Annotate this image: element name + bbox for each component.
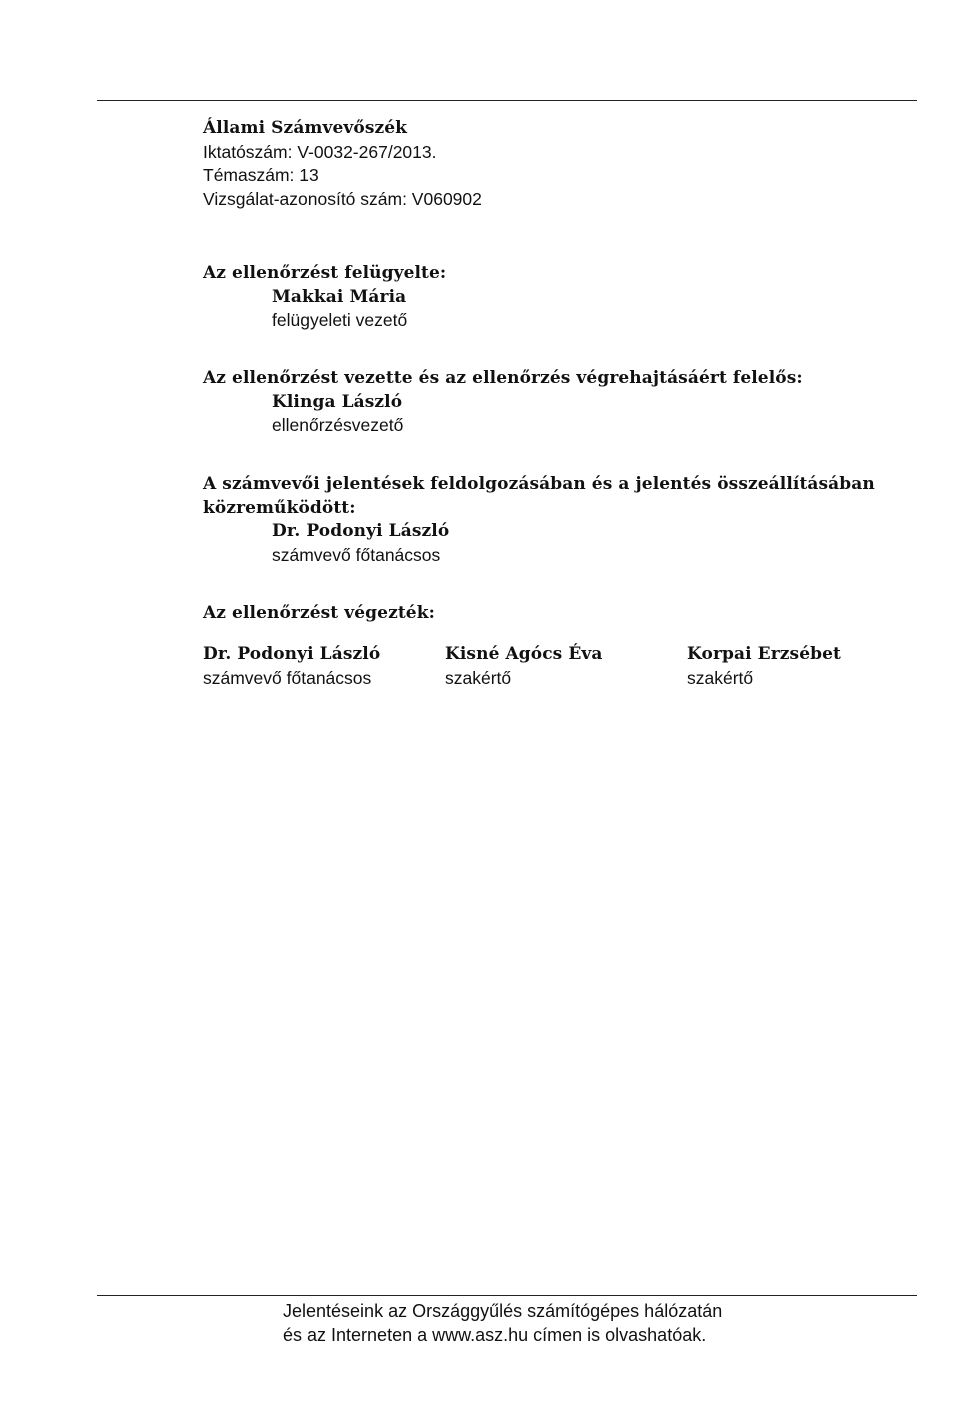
lead-heading: Az ellenőrzést vezette és az ellenőrzés végrehajtásáért felelős: bbox=[203, 368, 803, 388]
lead-name: Klinga László bbox=[272, 391, 403, 412]
footer-note bbox=[283, 1300, 722, 1347]
lead-title: ellenőrzésvezető bbox=[272, 415, 404, 435]
auditor-name: Kisné Agócs Éva bbox=[445, 644, 603, 664]
audit-id: Vizsgálat-azonosító szám: V060902 bbox=[203, 188, 482, 209]
auditor-title: számvevő főtanácsos bbox=[203, 667, 372, 688]
contributor-title: számvevő főtanácsos bbox=[272, 544, 441, 565]
supervisor-heading: Az ellenőrzést felügyelte: bbox=[203, 263, 447, 283]
auditor-entry bbox=[445, 643, 603, 690]
bottom-divider bbox=[97, 1295, 917, 1296]
auditor-title: szakértő bbox=[687, 667, 754, 688]
contributor-heading-line1: A számvevői jelentések feldolgozásában és a jelentés összeállításában bbox=[203, 474, 875, 494]
auditor-title: szakértő bbox=[445, 667, 512, 688]
topic-number: Témaszám: 13 bbox=[203, 165, 319, 185]
contributor-name: Dr. Podonyi László bbox=[272, 521, 450, 541]
supervisor-title: felügyeleti vezető bbox=[272, 310, 408, 330]
file-number: Iktatószám: V-0032-267/2013. bbox=[203, 141, 437, 162]
auditor-name: Dr. Podonyi László bbox=[203, 644, 381, 664]
auditors-section bbox=[203, 602, 435, 626]
contributor-heading-line2: közreműködött: bbox=[203, 497, 356, 518]
auditor-entry bbox=[687, 643, 841, 690]
footer-line1: Jelentéseink az Országgyűlés számítógépes hálózatán bbox=[283, 1301, 723, 1321]
auditor-entry bbox=[203, 643, 380, 690]
contributor-section bbox=[203, 473, 875, 567]
top-divider bbox=[97, 100, 917, 101]
lead-section bbox=[203, 367, 803, 438]
supervisor-name: Makkai Mária bbox=[272, 286, 407, 307]
auditor-name: Korpai Erzsébet bbox=[687, 644, 841, 664]
document-header bbox=[203, 117, 482, 211]
supervisor-section bbox=[203, 262, 446, 333]
auditors-heading: Az ellenőrzést végezték: bbox=[203, 603, 435, 623]
footer-line2: és az Interneten a www.asz.hu címen is olvashatóak. bbox=[283, 1324, 707, 1345]
organization-name: Állami Számvevőszék bbox=[203, 118, 408, 138]
